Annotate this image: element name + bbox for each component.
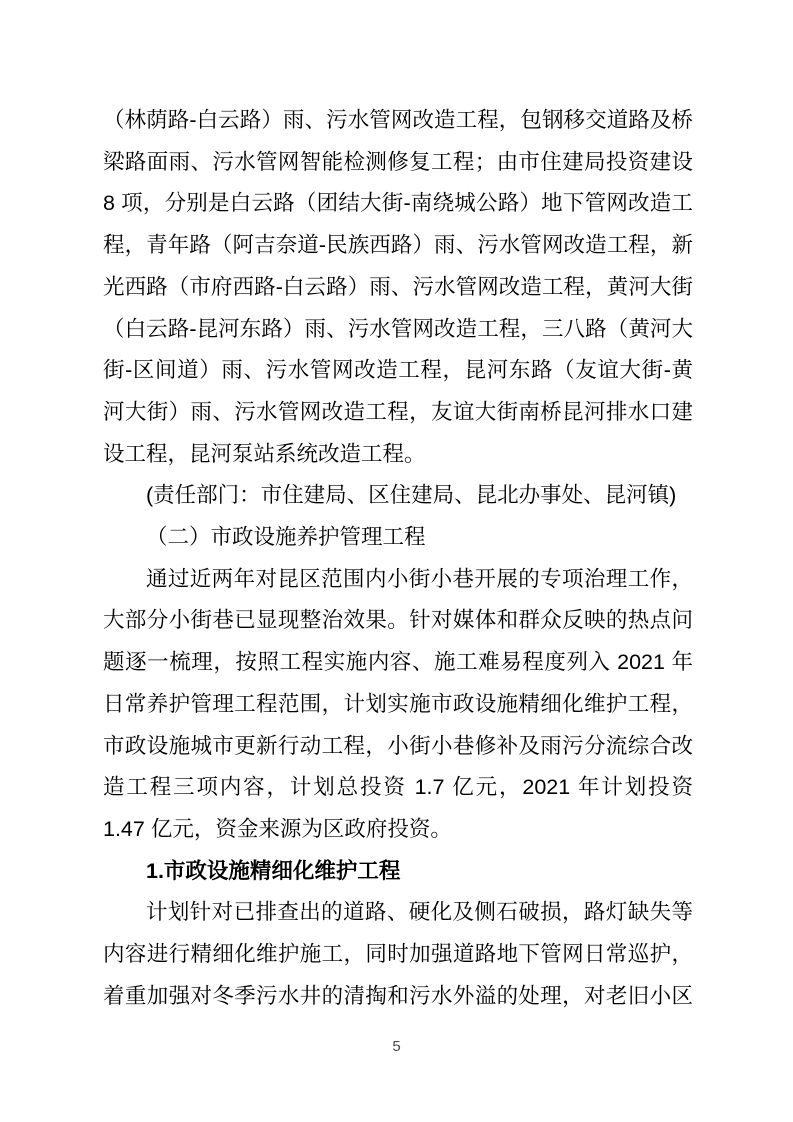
page-number: 5 xyxy=(392,1038,401,1055)
para-fine-maintenance-plan: 计划针对已排查出的道路、硬化及侧石破损，路灯缺失等内容进行精细化维护施工，同时加强道路地下管网日常巡护，着重加强对冬季污水井的清掏和污水外溢的处理，对老旧小区 xyxy=(103,900,693,1008)
document-body xyxy=(103,100,693,1017)
heading-subsection-1-fine-maintenance: 1.市政设施精细化维护工程 xyxy=(146,858,401,883)
heading-section-2-maintenance-management: （二）市政设施养护管理工程 xyxy=(146,525,426,550)
para-responsible-departments: (责任部门：市住建局、区住建局、昆北办事处、昆河镇) xyxy=(146,483,677,508)
para-pipeline-projects-continuation: （林荫路-白云路）雨、污水管网改造工程，包钢移交道路及桥梁路面雨、污水管网智能检测修复工程；由市住建局投资建设 8 项，分别是白云路（团结大街-南绕城公路）地下管网改造工程，青年路（阿吉奈道-民族西路）雨、污水管网改造工程，新光西路（市府西路-白云路）雨、污水管网改造工程，黄河大街（白云路-昆河东路）雨、污水管网改造工程，三八路（黄河大街-区间道）雨、污水管网改造工程，昆河东路（友谊大街-黄河大街）雨、污水管网改造工程，友谊大街南桥昆河排水口建设工程，昆河泵站系统改造工程。 xyxy=(103,108,693,466)
para-section-2-overview: 通过近两年对昆区范围内小街小巷开展的专项治理工作，大部分小街巷已显现整治效果。针对媒体和群众反映的热点问题逐一梳理，按照工程实施内容、施工难易程度列入 2021 年日常养护管理工程范围，计划实施市政设施精细化维护工程，市政设施城市更新行动工程，小街小巷修补及雨污分流综合改造工程三项内容，计划总投资 1.7 亿元，2021 年计划投资 1.47 亿元，资金来源为区政府投资。 xyxy=(103,566,693,841)
